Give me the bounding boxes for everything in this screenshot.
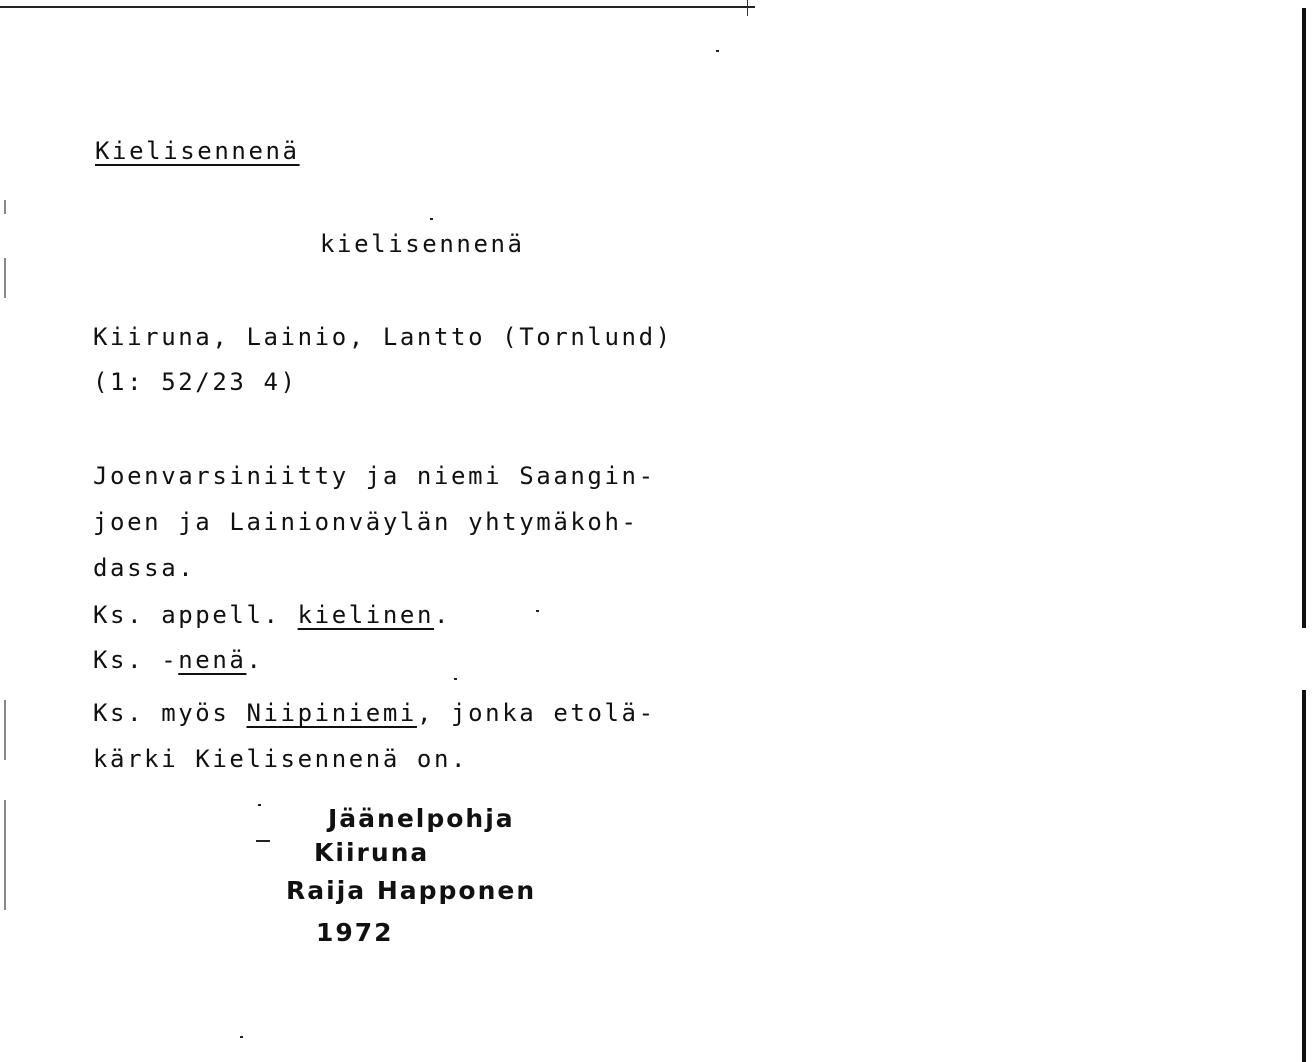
left-margin-mark [4,200,6,214]
source-line-2: (1: 52/23 4) [93,368,298,396]
speck [258,804,261,806]
reference-link-niipiniemi: Niipiniemi [246,699,417,727]
headword: kielisennenä [320,230,525,258]
reference-niipiniemi [93,698,656,728]
speck [536,610,539,612]
description-line-1: Joenvarsiniitty ja niemi Saangin- [93,462,656,490]
description-line-3: dassa. [93,554,196,582]
card-heading: Kielisennenä [95,137,300,165]
description-line-2: joen ja Lainionväylän yhtymäkoh- [93,508,639,536]
speck [240,1036,243,1038]
reference-link-nena: nenä [178,646,247,674]
right-edge-mark [1302,690,1306,1062]
stamp-place: Kiiruna [314,838,430,867]
reference-niipiniemi-line-2: kärki Kielisennenä on. [93,745,469,773]
reference-prefix: Ks. - [93,646,179,674]
speck [256,840,270,842]
reference-link-kielinen: kielinen [297,601,434,629]
reference-appellative [93,600,451,630]
left-margin-mark [4,258,6,298]
reference-nena [93,645,264,675]
reference-prefix: Ks. myös [93,699,247,727]
left-margin-mark [4,800,6,910]
speck [716,50,719,52]
stamp-collector: Raija Happonen [286,876,537,905]
source-line-1: Kiiruna, Lainio, Lantto (Tornlund) [93,323,673,351]
reference-suffix: . [434,601,452,629]
reference-prefix: Ks. appell. [93,601,298,629]
left-margin-mark [4,700,6,760]
top-rule [0,6,755,8]
speck [454,678,457,680]
top-rule-tick [747,0,748,16]
reference-suffix: , jonka etolä- [416,699,656,727]
reference-suffix: . [246,646,264,674]
stamp-year: 1972 [316,918,394,947]
right-edge-mark [1302,8,1306,628]
stamp-region: Jäänelpohja [328,804,515,833]
speck [430,218,433,220]
